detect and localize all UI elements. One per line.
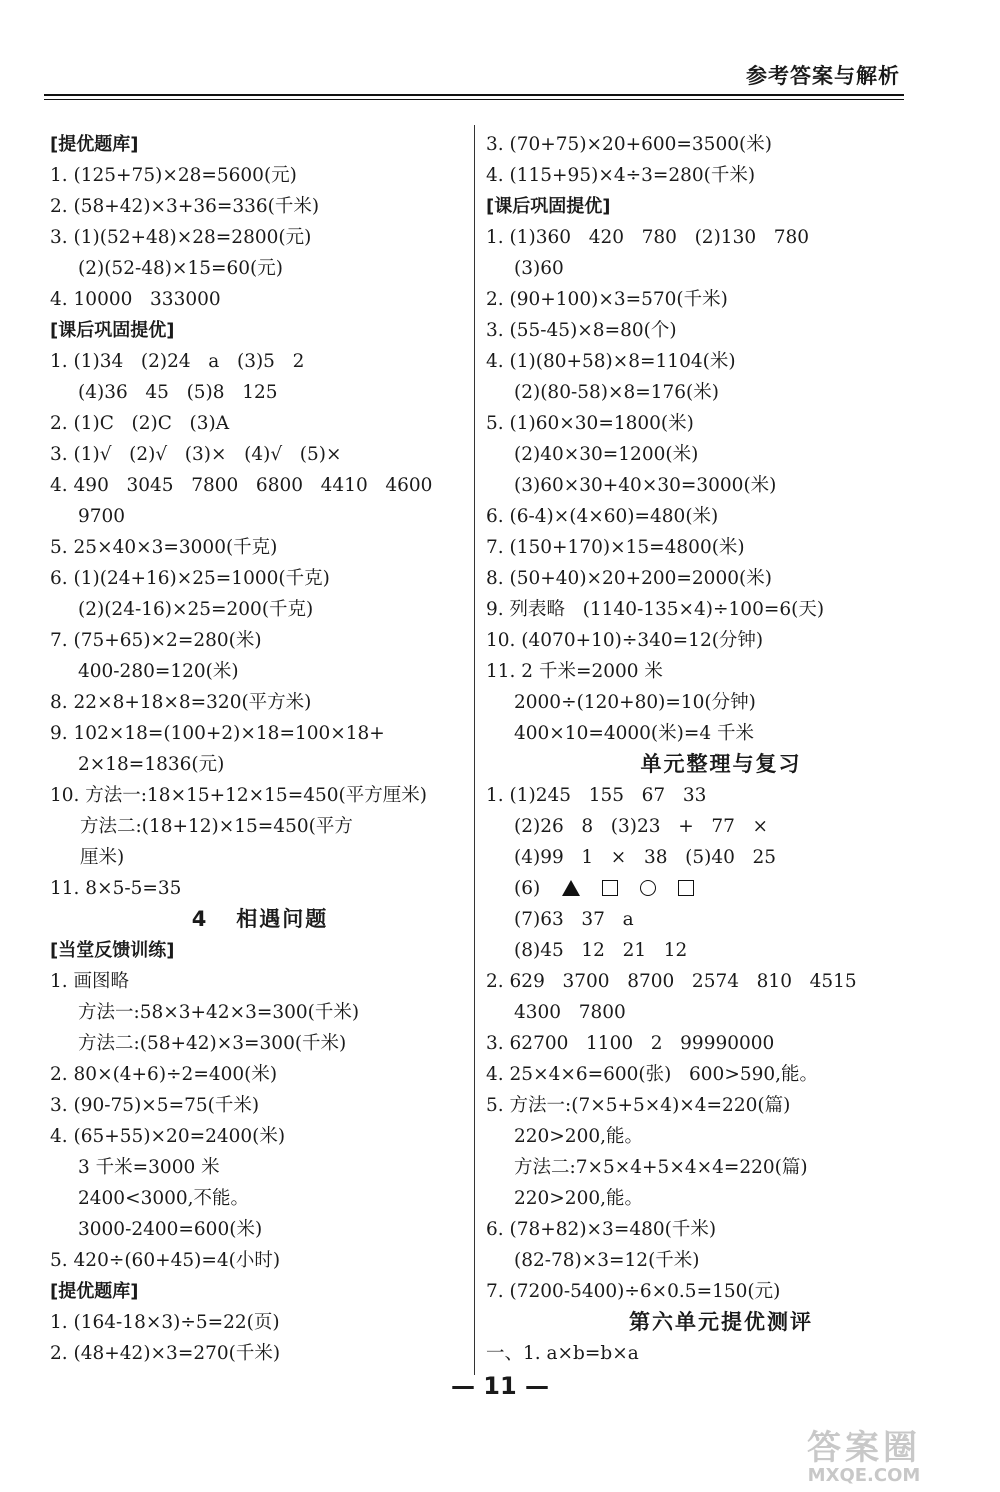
answer-line: [50, 780, 470, 811]
line-text: (2)(52-48)×15=60(元): [78, 258, 283, 279]
answer-line: [50, 966, 470, 997]
line-text: [课后巩固提优]: [486, 196, 611, 217]
answer-line: [486, 253, 956, 284]
line-text: 11. 8×5-5=35: [50, 878, 182, 899]
answer-line: [50, 1121, 470, 1152]
answer-line: [486, 1059, 956, 1090]
answer-line: [486, 718, 956, 749]
section-label: [50, 935, 470, 966]
section-heading: [486, 749, 956, 780]
answer-line: [50, 377, 470, 408]
line-text: 220>200,能。: [514, 1126, 644, 1147]
answer-line: [486, 811, 956, 842]
answer-line: [50, 625, 470, 656]
line-text: 方法一:58×3+42×3=300(千米): [78, 1002, 360, 1023]
line-text: 7. (75+65)×2=280(米): [50, 630, 262, 651]
answer-line: [486, 1183, 956, 1214]
section-label: [486, 191, 956, 222]
line-text: 10. (4070+10)÷340=12(分钟): [486, 630, 764, 651]
line-text: 3. (1)√ (2)√ (3)× (4)√ (5)×: [50, 444, 342, 465]
answer-line: [50, 1307, 470, 1338]
line-text: 6. (6-4)×(4×60)=480(米): [486, 506, 719, 527]
line-text: [当堂反馈训练]: [50, 940, 175, 961]
answer-line: [486, 1028, 956, 1059]
line-text: 3. (1)(52+48)×28=2800(元): [50, 227, 312, 248]
line-text: 9. 102×18=(100+2)×18=100×18+: [50, 723, 385, 744]
line-text: 7. (150+170)×15=4800(米): [486, 537, 745, 558]
line-text: 2. (90+100)×3=570(千米): [486, 289, 728, 310]
line-text: (2)(24-16)×25=200(千克): [78, 599, 314, 620]
answer-line: [486, 408, 956, 439]
answer-line: [486, 315, 956, 346]
answer-line: [50, 1338, 470, 1369]
answer-line: [486, 284, 956, 315]
line-text: 4. (115+95)×4÷3=280(千米): [486, 165, 756, 186]
answer-line: [50, 408, 470, 439]
line-text: 1. 画图略: [50, 971, 130, 992]
answer-line: [486, 842, 956, 873]
line-text: 9. 列表略 (1140-135×4)÷100=6(天): [486, 599, 825, 620]
answer-line: [50, 1245, 470, 1276]
answer-line: [486, 501, 956, 532]
answer-line: [486, 1214, 956, 1245]
line-text: 5. 420÷(60+45)=4(小时): [50, 1250, 281, 1271]
column-divider: [474, 125, 475, 1375]
line-text: 4300 7800: [514, 1002, 626, 1023]
line-text: 400×10=4000(米)=4 千米: [514, 723, 755, 744]
line-text: 8. 22×8+18×8=320(平方米): [50, 692, 312, 713]
square-icon: [602, 880, 618, 896]
right-column: [486, 129, 956, 1369]
line-text: 11. 2 千米=2000 米: [486, 661, 663, 682]
line-text: 4. (1)(80+58)×8=1104(米): [486, 351, 736, 372]
line-text: (2)(80-58)×8=176(米): [514, 382, 719, 403]
answer-line: [50, 1152, 470, 1183]
answer-line: [486, 439, 956, 470]
answer-line: [50, 811, 470, 842]
line-text: 2. (58+42)×3+36=336(千米): [50, 196, 320, 217]
line-text: 1. (1)245 155 67 33: [486, 785, 707, 806]
answer-line: [50, 191, 470, 222]
line-text: (4)36 45 (5)8 125: [78, 382, 278, 403]
line-text: 3. 62700 1100 2 99990000: [486, 1033, 775, 1054]
line-text: (2)40×30=1200(米): [514, 444, 699, 465]
line-text: 220>200,能。: [514, 1188, 644, 1209]
left-column: [50, 129, 470, 1369]
answer-line: [50, 284, 470, 315]
line-text: 4. 490 3045 7800 6800 4410 4600: [50, 475, 433, 496]
answer-line: [50, 1214, 470, 1245]
line-text: 10. 方法一:18×15+12×15=450(平方厘米): [50, 785, 427, 806]
line-text: 2. (48+42)×3=270(千米): [50, 1343, 281, 1364]
answer-line: [50, 594, 470, 625]
line-text: 2. (1)C (2)C (3)A: [50, 413, 230, 434]
line-text: 2. 629 3700 8700 2574 810 4515: [486, 971, 857, 992]
line-text: 厘米): [80, 847, 125, 868]
section-heading: [486, 1307, 956, 1338]
answer-line: [486, 625, 956, 656]
answer-line: [486, 873, 956, 904]
line-text: 2×18=1836(元): [78, 754, 225, 775]
answer-line: [50, 749, 470, 780]
watermark-logo: [764, 1430, 964, 1490]
answer-line: [50, 160, 470, 191]
answer-line: [50, 687, 470, 718]
answer-line: [50, 253, 470, 284]
answer-line: [486, 470, 956, 501]
line-text: 6. (1)(24+16)×25=1000(千克): [50, 568, 330, 589]
line-text: (82-78)×3=12(千米): [514, 1250, 700, 1271]
watermark-text: 答案圈: [807, 1428, 921, 1468]
line-text: (8)45 12 21 12: [514, 940, 688, 961]
answer-line: [50, 470, 470, 501]
answer-line: [486, 1338, 956, 1369]
line-text: 2. 80×(4+6)÷2=400(米): [50, 1064, 278, 1085]
line-text: 3. (90-75)×5=75(千米): [50, 1095, 260, 1116]
line-text: 5. 25×40×3=3000(千克): [50, 537, 278, 558]
answer-line: [486, 1152, 956, 1183]
line-text: (7)63 37 a: [514, 909, 634, 930]
answer-line: [486, 222, 956, 253]
answer-line: [50, 1183, 470, 1214]
answer-line: [50, 222, 470, 253]
answer-line: [50, 1059, 470, 1090]
line-text: 一、1. a×b=b×a: [486, 1343, 639, 1364]
line-text: (3)60×30+40×30=3000(米): [514, 475, 777, 496]
answer-line: [50, 439, 470, 470]
line-text: 7. (7200-5400)÷6×0.5=150(元): [486, 1281, 781, 1302]
line-text: 3. (70+75)×20+600=3500(米): [486, 134, 772, 155]
header-rule: [44, 94, 904, 96]
line-text: 第六单元提优测评: [629, 1310, 813, 1334]
line-text: 5. 方法一:(7×5+5×4)×4=220(篇): [486, 1095, 791, 1116]
section-heading: [50, 904, 470, 935]
answer-line: [50, 873, 470, 904]
line-text: 2000÷(120+80)=10(分钟): [514, 692, 756, 713]
answer-line: [50, 532, 470, 563]
circle-icon: [640, 880, 656, 896]
answer-line: [50, 1090, 470, 1121]
line-text: 4 相遇问题: [191, 907, 329, 931]
answer-line: [50, 346, 470, 377]
answer-line: [486, 687, 956, 718]
triangle-icon: [562, 880, 580, 896]
answer-line: [50, 718, 470, 749]
line-text: 8. (50+40)×20+200=2000(米): [486, 568, 772, 589]
watermark-url: MXQE.COM: [807, 1465, 921, 1486]
line-text: 3. (55-45)×8=80(个): [486, 320, 677, 341]
line-text: 1. (1)34 (2)24 a (3)5 2: [50, 351, 305, 372]
answer-line: [50, 997, 470, 1028]
line-text: (4)99 1 × 38 (5)40 25: [514, 847, 777, 868]
line-text: 方法二:(58+42)×3=300(千米): [78, 1033, 347, 1054]
line-text: [提优题库]: [50, 134, 139, 155]
square-icon: [678, 880, 694, 896]
answer-line: [486, 1121, 956, 1152]
answer-line: [486, 1090, 956, 1121]
answer-line: [486, 563, 956, 594]
header-title: 参考答案与解析: [746, 64, 900, 88]
page-number: — 11 —: [450, 1372, 550, 1400]
line-text: [课后巩固提优]: [50, 320, 175, 341]
line-text: (2)26 8 (3)23 + 77 ×: [514, 816, 769, 837]
answer-line: [50, 842, 470, 873]
line-text: 4. 25×4×6=600(张) 600>590,能。: [486, 1064, 819, 1085]
line-text: 5. (1)60×30=1800(米): [486, 413, 694, 434]
line-text: (3)60: [514, 258, 564, 279]
answer-line: [486, 129, 956, 160]
answer-line: [486, 594, 956, 625]
line-text: 3000-2400=600(米): [78, 1219, 263, 1240]
section-label: [50, 315, 470, 346]
line-text: (6): [514, 878, 541, 899]
line-text: 单元整理与复习: [640, 752, 802, 776]
line-text: 400-280=120(米): [78, 661, 239, 682]
answer-line: [486, 377, 956, 408]
line-text: 9700: [78, 506, 126, 527]
answer-line: [486, 935, 956, 966]
answer-line: [50, 1028, 470, 1059]
line-text: 1. (125+75)×28=5600(元): [50, 165, 297, 186]
answer-line: [486, 532, 956, 563]
answer-line: [50, 501, 470, 532]
line-text: 6. (78+82)×3=480(千米): [486, 1219, 717, 1240]
answer-line: [486, 780, 956, 811]
answer-line: [50, 656, 470, 687]
line-text: 3 千米=3000 米: [78, 1157, 220, 1178]
line-text: 1. (164-18×3)÷5=22(页): [50, 1312, 280, 1333]
section-label: [50, 1276, 470, 1307]
answer-line: [486, 346, 956, 377]
answer-line: [486, 160, 956, 191]
line-text: 4. (65+55)×20=2400(米): [50, 1126, 286, 1147]
header-rule-thin: [44, 99, 904, 100]
line-text: 2400<3000,不能。: [78, 1188, 250, 1209]
answer-line: [486, 1245, 956, 1276]
answer-line: [486, 904, 956, 935]
answer-line: [50, 563, 470, 594]
answer-line: [486, 997, 956, 1028]
answer-line: [486, 966, 956, 997]
answer-line: [486, 656, 956, 687]
line-text: 1. (1)360 420 780 (2)130 780: [486, 227, 810, 248]
line-text: 4. 10000 333000: [50, 289, 221, 310]
line-text: 方法二:(18+12)×15=450(平方: [80, 816, 353, 837]
section-label: [50, 129, 470, 160]
line-text: 方法二:7×5×4+5×4×4=220(篇): [514, 1157, 808, 1178]
line-text: [提优题库]: [50, 1281, 139, 1302]
answer-line: [486, 1276, 956, 1307]
